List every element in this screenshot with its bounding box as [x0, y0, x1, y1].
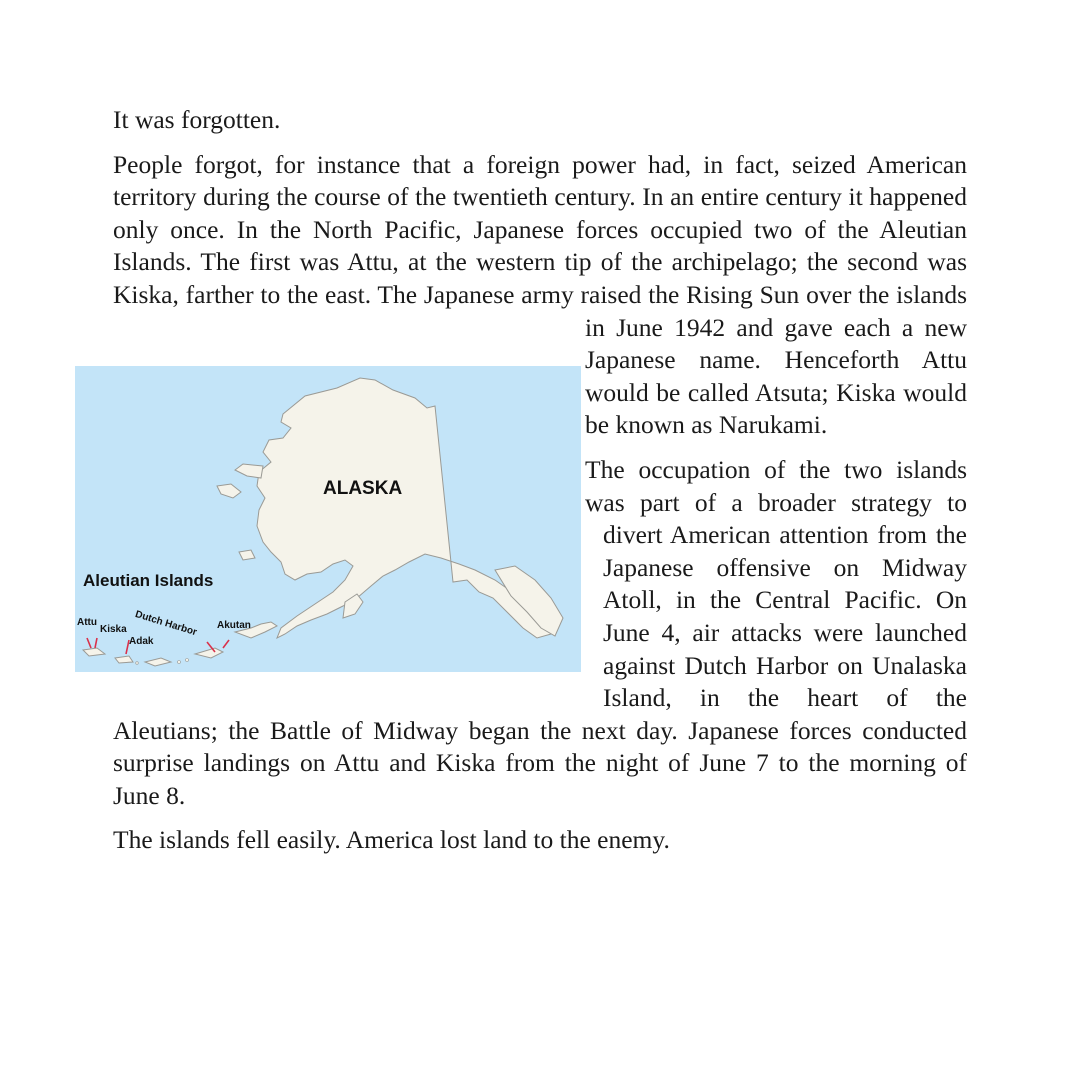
alaska-landmass — [257, 378, 551, 638]
alaska-map-graphic — [75, 366, 581, 672]
map-label-aleutian-islands: Aleutian Islands — [83, 571, 214, 590]
paragraph-midway: The occupation of the two islands was part of a broader strategy to divert American attention from the Japanese offensive on Midway Atoll, in the Central Pacific. On June 4, air attacks were launched against Dutch Harbor on Unalaska Island, in the heart of the Aleutians; the Battle of Midway began the next day. Japanese forces conducted surprise landings on Attu and Kiska from the night of June 7 to the morning of June 8. — [113, 454, 967, 810]
map-label-kiska: Kiska — [100, 624, 127, 635]
map-label-akutan: Akutan — [217, 620, 251, 631]
map-label-dutch-harbor: Dutch Harbor — [133, 609, 199, 639]
paragraph-intro: It was forgotten. — [113, 105, 281, 134]
paragraph-conclusion: The islands fell easily. America lost land to the enemy. — [113, 825, 670, 855]
map-label-attu: Attu — [77, 617, 97, 628]
map-label-alaska: ALASKA — [323, 478, 403, 499]
paragraph-text: People forgot, for instance that a foreign power had, in fact, seized American territory during the course of the twentieth century. In an entire century it happened only once. In the North Pacific, Japanese forces occupied two of the Aleutian Islands. The first was Attu, at the western tip of the archipelago; the second was Kiska, farther to the east. The Japanese army raised the Rising Sun over the islands in June 1942 and gave each a new Japanese name. Henceforth Attu would be called Atsuta; Kiska would be known as Narukami. — [113, 149, 967, 440]
alaska-map — [75, 366, 581, 672]
map-label-adak: Adak — [129, 636, 154, 647]
